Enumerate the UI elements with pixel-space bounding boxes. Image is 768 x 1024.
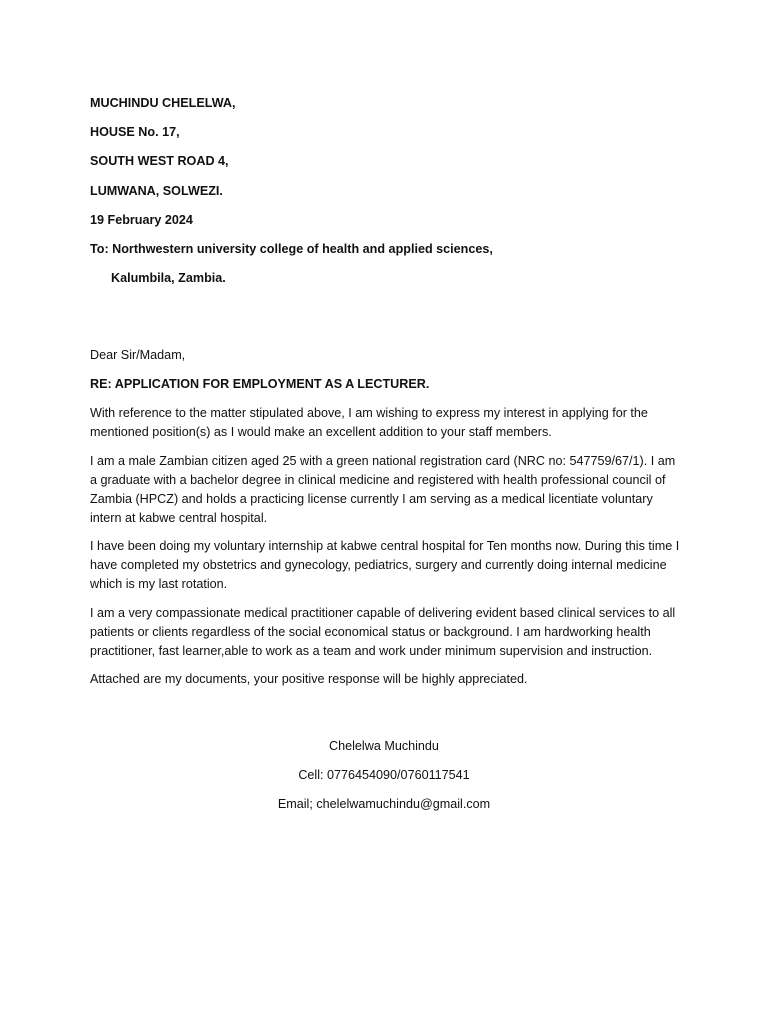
signature-cell: Cell: 0776454090/0760117541 — [298, 768, 470, 782]
sender-house: HOUSE No. 17, — [90, 125, 180, 140]
paragraph-5: Attached are my documents, your positive response will be highly appreciated. — [90, 672, 528, 687]
recipient-line-1: To: Northwestern university college of health and applied sciences, — [90, 241, 493, 256]
subject-line: RE: APPLICATION FOR EMPLOYMENT AS A LECTURER. — [90, 377, 430, 392]
paragraph-1: With reference to the matter stipulated above, I am wishing to express my interest in applying for the mentioned position(s) as I would make an excellent addition to your staff members. — [90, 406, 648, 440]
signature-email: Email; chelelwamuchindu@gmail.com — [277, 797, 491, 811]
letter-date: 19 February 2024 — [90, 212, 193, 227]
signature-name: Chelelwa Muchindu — [329, 739, 439, 753]
sender-road: SOUTH WEST ROAD 4, — [90, 154, 229, 169]
signature-block — [0, 737, 768, 824]
sender-name: MUCHINDU CHELELWA, — [90, 96, 236, 110]
salutation: Dear Sir/Madam, — [90, 348, 186, 363]
sender-town: LUMWANA, SOLWEZI. — [90, 183, 223, 198]
letter-body — [90, 94, 680, 699]
paragraph-4: I am a very compassionate medical practitioner capable of delivering evident based clinical services to all patients or clients regardless of the social economical status or background. I am hardworking health practitioner, fast learner,able to work as a team and work under minimum supervision and instruction. — [90, 605, 676, 658]
paragraph-2: I am a male Zambian citizen aged 25 with a green national registration card (NRC no: 547759/67/1). I am a graduate with a bachelor degree in clinical medicine and registered with health professional council of Zambia (HPCZ) and holds a practicing license currently I am serving as a medical licentiate voluntary intern at kabwe central hospital. — [90, 453, 676, 525]
paragraph-3: I have been doing my voluntary internship at kabwe central hospital for Ten months now. During this time I have completed my obstetrics and gynecology, pediatrics, surgery and currently doing internal medicine which is my last rotation. — [90, 539, 680, 592]
recipient-line-2: Kalumbila, Zambia. — [111, 271, 226, 286]
